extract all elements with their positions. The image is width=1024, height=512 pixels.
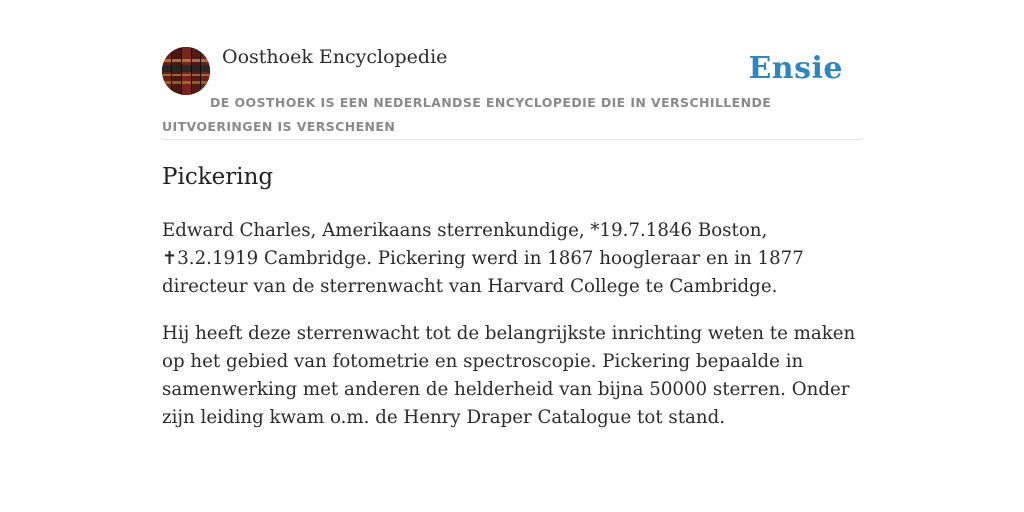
article-title: Pickering: [162, 164, 274, 190]
article-paragraph-1: Edward Charles, Amerikaans sterrenkundige, *19.7.1846 Boston, ✝3.2.1919 Cambridge. Pickering werd in 1867 hoogleraar en in 1877 directeur van de sterrenwacht van Harvard College te Cambridge.: [162, 220, 804, 297]
site-tagline: DE OOSTHOEK IS EEN NEDERLANDSE ENCYCLOPEDIE DIE IN VERSCHILLENDE UITVOERINGEN IS VERSCHENEN: [162, 95, 772, 134]
article-paragraph-2: Hij heeft deze sterrenwacht tot de belangrijkste inrichting weten te maken op het gebied van fotometrie en spectroscopie. Pickering bepaalde in samenwerking met anderen de helderheid van bijna 50000 sterren. Onder zijn leiding kwam o.m. de Henry Draper Catalogue tot stand.: [162, 323, 856, 428]
site-header: [162, 46, 862, 140]
brand-logo[interactable]: Ensie: [748, 51, 843, 86]
page-container: [162, 46, 862, 432]
book-spines-icon[interactable]: [162, 47, 210, 95]
site-title[interactable]: Oosthoek Encyclopedie: [222, 46, 448, 68]
